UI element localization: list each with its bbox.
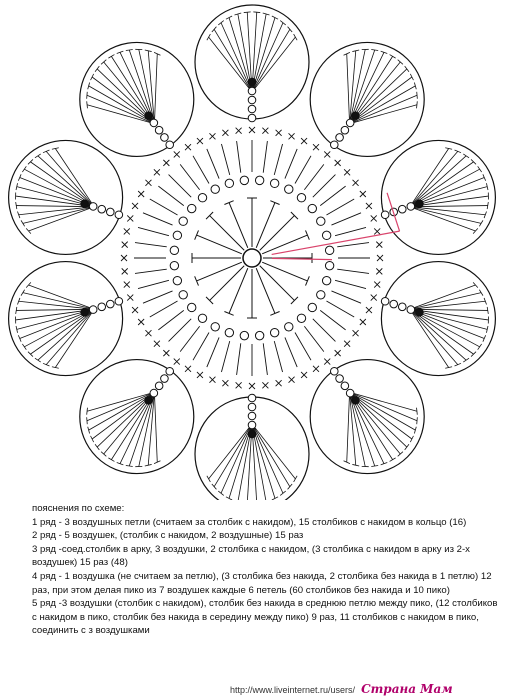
picot-chain bbox=[155, 126, 163, 134]
row1-stitch-top bbox=[270, 312, 279, 316]
row4-sc bbox=[209, 377, 215, 383]
petal-stitch-top bbox=[87, 417, 88, 424]
petal-stitch-top bbox=[244, 12, 251, 13]
petal-stitch bbox=[410, 309, 458, 364]
row4-sc bbox=[174, 359, 180, 365]
petal-stitch-top bbox=[390, 55, 396, 59]
petal-stitch-top bbox=[371, 49, 378, 50]
row4-sc bbox=[344, 341, 350, 347]
row3-stitch bbox=[263, 141, 267, 173]
petal-stitch-top bbox=[126, 465, 133, 466]
petal-stitch-top bbox=[108, 55, 114, 59]
watermark-brand: Страна Мам bbox=[361, 682, 453, 696]
center-ring-rows bbox=[121, 127, 383, 389]
row3-stitch bbox=[135, 243, 167, 247]
row2-chain bbox=[240, 176, 248, 184]
row3-stitch bbox=[150, 301, 178, 317]
row3-stitch bbox=[221, 341, 229, 372]
row3-stitch bbox=[207, 337, 219, 367]
row3-stitch bbox=[263, 343, 267, 375]
row2-chain bbox=[173, 276, 181, 284]
picot-chain bbox=[248, 87, 256, 95]
row1-stitch-top bbox=[195, 276, 199, 285]
row3-stitch bbox=[237, 141, 241, 173]
picot-chain bbox=[166, 141, 174, 149]
petal-stitch bbox=[154, 392, 157, 462]
row2-chain bbox=[317, 291, 325, 299]
row3-stitch bbox=[221, 144, 229, 175]
picot-chain bbox=[416, 309, 424, 317]
row4-sc bbox=[366, 307, 372, 313]
picot-chain bbox=[155, 382, 163, 390]
petal-stitch bbox=[221, 424, 252, 493]
row2-chain bbox=[308, 204, 316, 212]
picot-chain bbox=[81, 309, 89, 317]
petal-stitch-top bbox=[28, 159, 33, 164]
row2-chain bbox=[285, 185, 293, 193]
row4-sc bbox=[376, 268, 382, 274]
petal-stitch-top bbox=[28, 352, 33, 357]
row4-sc bbox=[301, 138, 307, 144]
row4-sc bbox=[132, 307, 138, 313]
petal-stitch-top bbox=[16, 202, 17, 209]
picot-chain bbox=[336, 134, 344, 142]
petal-stitch-top bbox=[87, 92, 88, 99]
row4-sc bbox=[374, 228, 380, 234]
legend-row-3: 3 ряд -соед.столбик в арку, 3 воздушки, 2 столбика с накидом, (3 столбика с накидом в арку из 2-х воздушек) 15 раз (48) bbox=[32, 543, 470, 569]
petal-stitch-top bbox=[471, 159, 476, 164]
row2-chain bbox=[322, 231, 330, 239]
petal-stitch-top bbox=[417, 408, 418, 415]
petal-stitch-top bbox=[288, 484, 293, 489]
row2-chain bbox=[211, 185, 219, 193]
petal-stitch bbox=[154, 54, 157, 124]
petal-stitch-top bbox=[26, 228, 31, 233]
picot-chain bbox=[352, 397, 360, 405]
row2-chain bbox=[170, 261, 178, 269]
picot-chain bbox=[330, 367, 338, 375]
row4-sc bbox=[138, 319, 144, 325]
row3-stitch bbox=[313, 319, 336, 342]
row4-sc bbox=[344, 169, 350, 175]
row4-sc bbox=[289, 377, 295, 383]
row1-stitch bbox=[197, 235, 242, 254]
row4-sc bbox=[249, 127, 255, 133]
petal-stitch bbox=[347, 54, 350, 124]
row1-stitch bbox=[210, 266, 245, 301]
petal-stitch bbox=[46, 151, 94, 206]
row2-chain bbox=[317, 217, 325, 225]
petal-stitch-top bbox=[26, 282, 31, 287]
picot-chain bbox=[248, 412, 256, 420]
row4-sc bbox=[374, 282, 380, 288]
row3-stitch bbox=[335, 227, 366, 235]
row2-chain bbox=[325, 261, 333, 269]
petal-stitch-top bbox=[16, 307, 17, 314]
row1-start-marker bbox=[272, 258, 332, 259]
petal-stitch-top bbox=[471, 352, 476, 357]
petal-stitch-top bbox=[253, 12, 260, 13]
picot-chain bbox=[381, 211, 389, 219]
row3-stitch bbox=[237, 343, 241, 375]
row1-stitch bbox=[210, 216, 245, 251]
picot-chain bbox=[407, 203, 415, 211]
row2-chain bbox=[188, 303, 196, 311]
row4-sc bbox=[222, 380, 228, 386]
petal-stitch-top bbox=[455, 363, 461, 366]
picot-chain bbox=[341, 126, 349, 134]
row3-stitch bbox=[180, 164, 199, 189]
row4-sc bbox=[197, 138, 203, 144]
petal-stitch bbox=[252, 424, 283, 493]
row2-chain bbox=[285, 323, 293, 331]
picot-chain bbox=[398, 205, 406, 213]
row2-chain bbox=[173, 231, 181, 239]
row4-sc bbox=[197, 372, 203, 378]
picot-chain bbox=[150, 119, 158, 127]
petal-stitch bbox=[209, 424, 252, 479]
picot-chain bbox=[398, 303, 406, 311]
row4-sc bbox=[127, 215, 133, 221]
row2-chain bbox=[240, 331, 248, 339]
row4-sc bbox=[132, 203, 138, 209]
legend-row-5: 5 ряд -3 воздушки (столбик с накидом), столбик без накида в среднюю петлю между пико, (12 столбиков с накидом в пико, столбик без накида в середину между пико) 9 раз, 11 столбиков с накидом в пико, соединить с з воздушками bbox=[32, 598, 498, 637]
petal-stitch-top bbox=[410, 436, 413, 442]
picot-chain bbox=[248, 394, 256, 402]
row1-stitch-top bbox=[224, 312, 233, 316]
row3-stitch bbox=[304, 164, 323, 189]
row3-stitch bbox=[320, 310, 345, 329]
row4-sc bbox=[185, 366, 191, 372]
row4-sc bbox=[154, 341, 160, 347]
row1-stitch bbox=[229, 203, 248, 248]
petal-stitch-top bbox=[473, 228, 478, 233]
petal-stitch bbox=[23, 293, 94, 310]
picot-chain bbox=[150, 389, 158, 397]
picot-chain bbox=[248, 114, 256, 122]
picot-chain bbox=[390, 300, 398, 308]
row3-stitch bbox=[169, 175, 192, 198]
row3-stitch bbox=[326, 301, 354, 317]
picot-chain bbox=[98, 303, 106, 311]
row3-stitch bbox=[158, 186, 183, 205]
petal-stitch-top bbox=[390, 458, 396, 462]
petal-stitch-top bbox=[91, 436, 94, 442]
row4-sc bbox=[124, 228, 130, 234]
petal-stitch-top bbox=[91, 74, 94, 80]
row2-chain bbox=[225, 179, 233, 187]
row2-chain bbox=[198, 314, 206, 322]
legend bbox=[32, 502, 502, 638]
row2-chain bbox=[297, 194, 305, 202]
picot-chain bbox=[248, 96, 256, 104]
row2-chain bbox=[255, 331, 263, 339]
row3-stitch bbox=[193, 156, 209, 184]
picot-chain bbox=[416, 200, 424, 208]
picot-chain bbox=[381, 297, 389, 305]
row3-stitch bbox=[207, 149, 219, 179]
petal-stitch bbox=[46, 309, 94, 364]
row2-chain bbox=[179, 291, 187, 299]
row3-stitch bbox=[285, 337, 297, 367]
row3-stitch bbox=[313, 175, 336, 198]
row2-chain bbox=[211, 323, 219, 331]
row4-sc bbox=[335, 350, 341, 356]
petal-stitch bbox=[410, 207, 481, 224]
petal-stitch-top bbox=[288, 27, 293, 32]
row4-sc bbox=[163, 350, 169, 356]
row3-stitch bbox=[180, 326, 199, 351]
row3-stitch bbox=[143, 291, 173, 303]
petal-stitch-top bbox=[417, 101, 418, 108]
picot-chain bbox=[166, 367, 174, 375]
row3-stitch bbox=[169, 319, 192, 342]
row4-sc bbox=[301, 372, 307, 378]
row4-sc bbox=[276, 130, 282, 136]
petal-stitch-top bbox=[410, 74, 413, 80]
row4-sc bbox=[366, 203, 372, 209]
row4-sc bbox=[122, 268, 128, 274]
petal-stitch-top bbox=[108, 458, 114, 462]
row4-sc bbox=[236, 128, 242, 134]
row3-stitch bbox=[331, 291, 361, 303]
row4-sc bbox=[145, 330, 151, 336]
row4-sc bbox=[324, 151, 330, 157]
petal-stitch bbox=[252, 37, 295, 92]
row3-stitch bbox=[138, 227, 169, 235]
row4-sc bbox=[174, 151, 180, 157]
row2-chain bbox=[297, 314, 305, 322]
row4-sc bbox=[222, 130, 228, 136]
petal-stitch bbox=[252, 23, 283, 92]
row3-stitch bbox=[337, 269, 369, 273]
row1-stitch bbox=[197, 262, 242, 281]
petal-stitch-top bbox=[212, 484, 217, 489]
petal-stitch bbox=[350, 392, 416, 430]
picot-chain bbox=[248, 430, 256, 438]
row4-sc bbox=[360, 319, 366, 325]
picot-chain bbox=[89, 306, 97, 314]
row3-stitch bbox=[274, 341, 282, 372]
row3-stitch bbox=[143, 213, 173, 225]
row1-stitch-top bbox=[270, 201, 279, 205]
row1-stitch bbox=[229, 268, 248, 313]
row3-stitch bbox=[335, 280, 366, 288]
row2-chain bbox=[322, 276, 330, 284]
row1-stitch-top bbox=[306, 276, 310, 285]
row3-stitch bbox=[295, 156, 311, 184]
picot-chain bbox=[145, 112, 153, 120]
petal-stitch-top bbox=[478, 344, 482, 350]
legend-row-2: 2 ряд - 5 воздушек, (столбик с накидом, 2 воздушные) 15 раз bbox=[32, 530, 304, 542]
petal-stitch bbox=[410, 151, 458, 206]
picot-chain bbox=[161, 134, 169, 142]
row4-sc bbox=[127, 295, 133, 301]
row2-chain bbox=[308, 303, 316, 311]
row2-chain bbox=[188, 204, 196, 212]
row4-sc bbox=[145, 180, 151, 186]
row4-sc bbox=[371, 215, 377, 221]
petal-stitch bbox=[221, 23, 252, 92]
petal-stitch-top bbox=[22, 344, 26, 350]
row3-stitch bbox=[138, 280, 169, 288]
row3-stitch bbox=[135, 269, 167, 273]
picot-chain bbox=[341, 382, 349, 390]
row4-sc bbox=[335, 160, 341, 166]
picot-chain bbox=[248, 403, 256, 411]
row4-sc bbox=[163, 160, 169, 166]
picot-chain bbox=[81, 200, 89, 208]
row3-stitch bbox=[285, 149, 297, 179]
row2-chain bbox=[325, 246, 333, 254]
row2-chain bbox=[198, 194, 206, 202]
picot-chain bbox=[106, 300, 114, 308]
petal-stitch bbox=[252, 424, 295, 479]
petal-stitch-top bbox=[280, 21, 285, 25]
row2-chain bbox=[179, 217, 187, 225]
row2-chain bbox=[270, 179, 278, 187]
petal-stitch-top bbox=[417, 417, 418, 424]
petal-stitch-top bbox=[478, 166, 482, 172]
row4-sc bbox=[209, 133, 215, 139]
row1-stitch bbox=[262, 262, 307, 281]
row4-sc bbox=[262, 382, 268, 388]
row1-stitch bbox=[260, 266, 295, 301]
picot-chain bbox=[106, 208, 114, 216]
picot-chain bbox=[352, 112, 360, 120]
picot-chain bbox=[336, 375, 344, 383]
row4-sc bbox=[376, 242, 382, 248]
picot-chain bbox=[98, 205, 106, 213]
watermark-url: http://www.liveinternet.ru/users/ bbox=[230, 685, 356, 695]
petal-stitch-top bbox=[22, 166, 26, 172]
petal-stitch bbox=[87, 392, 154, 420]
row1-stitch-top bbox=[195, 230, 199, 239]
petal-stitch bbox=[209, 37, 252, 92]
legend-row-4: 4 ряд - 1 воздушка (не считаем за петлю), (3 столбика без накида, 2 столбика без накида в 1 петлю) 12 раз, при этом делая пико из 7 воздушек каждые 6 петель (60 столбиков без накида и 10 пико) bbox=[32, 570, 492, 596]
row1-stitch-top bbox=[224, 201, 233, 205]
petal-stitch bbox=[350, 392, 417, 420]
row1-stitch-top bbox=[306, 230, 310, 239]
row4-sc bbox=[371, 295, 377, 301]
petal-stitch bbox=[350, 95, 417, 123]
legend-title: пояснения по схеме: bbox=[32, 503, 125, 514]
watermark-footer bbox=[230, 680, 515, 698]
row4-sc bbox=[313, 366, 319, 372]
picot-chain bbox=[89, 203, 97, 211]
row1-stitch bbox=[260, 216, 295, 251]
row1-stitch bbox=[256, 268, 275, 313]
row3-stitch bbox=[295, 332, 311, 360]
picot-chain bbox=[346, 119, 354, 127]
petal-stitch bbox=[347, 392, 350, 462]
picot-chain bbox=[248, 421, 256, 429]
row3-stitch bbox=[150, 199, 178, 215]
row2-chain bbox=[255, 176, 263, 184]
petal-stitch-top bbox=[212, 27, 217, 32]
row4-sc bbox=[262, 128, 268, 134]
row4-sc bbox=[122, 242, 128, 248]
petal-stitch-top bbox=[218, 491, 223, 495]
row4-sc bbox=[324, 359, 330, 365]
row3-stitch bbox=[274, 144, 282, 175]
picot-chain bbox=[248, 78, 256, 86]
row3-stitch bbox=[158, 310, 183, 329]
petal-stitch bbox=[23, 207, 94, 224]
row4-sc bbox=[353, 330, 359, 336]
picot-chain bbox=[115, 211, 123, 219]
row1-stitch bbox=[262, 235, 307, 254]
row3-stitch bbox=[304, 326, 323, 351]
row4-sc bbox=[353, 180, 359, 186]
petal-stitch-top bbox=[43, 363, 49, 366]
petal-stitch bbox=[350, 86, 416, 124]
petal-stitch-top bbox=[280, 491, 285, 495]
row3-stitch bbox=[320, 186, 345, 205]
row2-chain bbox=[225, 328, 233, 336]
petal-stitch-top bbox=[218, 21, 223, 25]
petal-stitch-top bbox=[417, 92, 418, 99]
picot-chain bbox=[115, 297, 123, 305]
row4-sc bbox=[313, 144, 319, 150]
row4-sc bbox=[138, 191, 144, 197]
picot-chain bbox=[145, 397, 153, 405]
magic-ring bbox=[243, 249, 261, 267]
row4-sc bbox=[249, 383, 255, 389]
petal-stitch bbox=[89, 86, 155, 124]
petal-stitch-top bbox=[87, 408, 88, 415]
picot-chain bbox=[161, 375, 169, 383]
petal-stitch bbox=[89, 392, 155, 430]
petal-stitch-top bbox=[126, 49, 133, 50]
row4-sc bbox=[124, 282, 130, 288]
petal-stitch-top bbox=[473, 282, 478, 287]
row4-sc bbox=[360, 191, 366, 197]
petal-stitch-top bbox=[87, 101, 88, 108]
petal-stitch-top bbox=[487, 307, 488, 314]
row4-sc bbox=[276, 380, 282, 386]
petal-stitch-top bbox=[487, 202, 488, 209]
row3-stitch bbox=[337, 243, 369, 247]
row4-sc bbox=[121, 255, 127, 261]
picot-chain bbox=[248, 105, 256, 113]
picot-chain bbox=[346, 389, 354, 397]
row3-stitch bbox=[193, 332, 209, 360]
row4-sc bbox=[236, 382, 242, 388]
petals bbox=[9, 5, 496, 500]
row2-chain bbox=[170, 246, 178, 254]
petal-stitch-top bbox=[371, 465, 378, 466]
petal-stitch bbox=[87, 95, 154, 123]
row4-sc bbox=[289, 133, 295, 139]
row1-stitch bbox=[256, 203, 275, 248]
start-marker-line bbox=[272, 231, 400, 254]
picot-chain bbox=[407, 306, 415, 314]
legend-row-1: 1 ряд - 3 воздушных петли (считаем за столбик с накидом), 15 столбиков с накидом в кольцо (16) bbox=[32, 516, 467, 528]
petal-stitch bbox=[410, 293, 481, 310]
row3-stitch bbox=[331, 213, 361, 225]
row4-sc bbox=[377, 255, 383, 261]
petal-stitch-top bbox=[43, 150, 49, 153]
row4-sc bbox=[185, 144, 191, 150]
accent-marks bbox=[272, 193, 400, 260]
row4-sc bbox=[154, 169, 160, 175]
row2-chain bbox=[270, 328, 278, 336]
row3-stitch bbox=[326, 199, 354, 215]
petal-stitch-top bbox=[455, 150, 461, 153]
picot-chain bbox=[330, 141, 338, 149]
